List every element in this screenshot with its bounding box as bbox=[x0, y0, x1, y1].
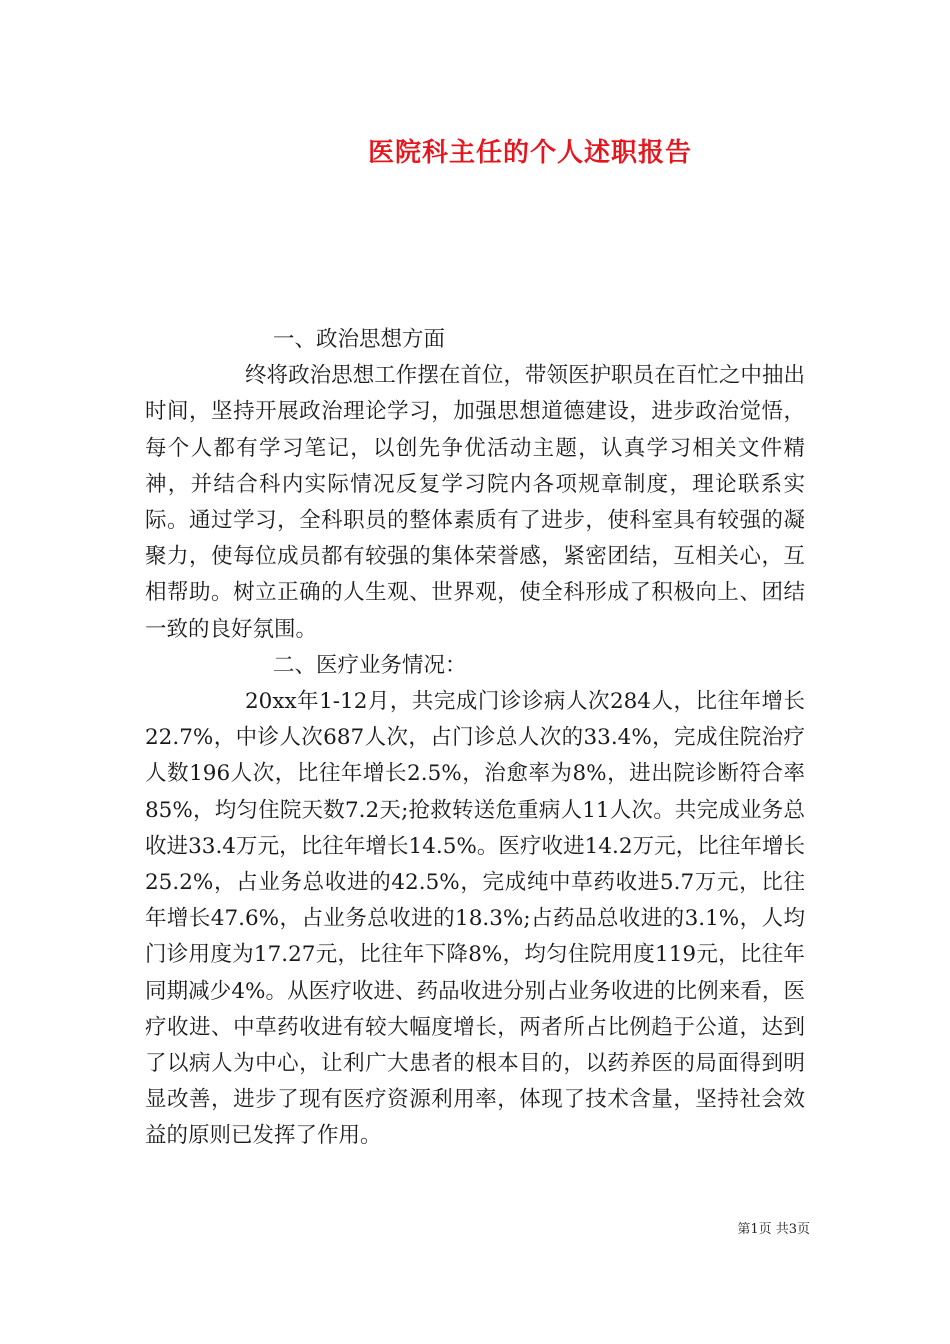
document-title: 医院科主任的个人述职报告 bbox=[367, 138, 692, 168]
document-body bbox=[145, 322, 805, 1155]
section-heading-politics: 一、政治思想方面 bbox=[273, 327, 446, 352]
section-heading-medical: 二、医疗业务情况： bbox=[273, 652, 467, 678]
section-paragraph-medical: 20xx年1-12月，共完成门诊诊病人次284人，比往年增长22.7%，中诊人次687人次，占门诊总人次的33.4%，完成住院治疗人数196人次，比往年增长2.5%，治愈率为8%，进出院诊断符合率85%，均匀住院天数7.2天;抢救转送危重病人11人次。共完成业务总收进33.4万元，比往年增长14.5%。医疗收进14.2万元，比往年增长25.2%，占业务总收进的42.5%，完成纯中草药收进5.7万元，比往年增长47.6%，占业务总收进的18.3%;占药品总收进的3.1%，人均门诊用度为17.27元，比往年下降8%，均匀住院用度119元，比往年同期减少4%。从医疗收进、药品收进分别占业务收进的比例来看，医疗收进、中草药收进有较大幅度增长，两者所占比例趋于公道，达到了以病人为中心，让利广大患者的根本目的，以药养医的局面得到明显改善，进步了现有医疗资源利用率，体现了技术含量，坚持社会效益的原则已发挥了作用。 bbox=[145, 689, 805, 1149]
section-paragraph-politics: 终将政治思想工作摆在首位，带领医护职员在百忙之中抽出时间，坚持开展政治理论学习，加强思想道德建设，进步政治觉悟，每个人都有学习笔记，以创先争优活动主题，认真学习相关文件精神，并结合科内实际情况反复学习院内各项规章制度，理论联系实际。通过学习，全科职员的整体素质有了进步，使科室具有较强的凝聚力，使每位成员都有较强的集体荣誉感，紧密团结，互相关心，互相帮助。树立正确的人生观、世界观，使全科形成了积极向上、团结一致的良好氛围。 bbox=[145, 363, 805, 642]
page-number: 第1页 共3页 bbox=[737, 1222, 810, 1237]
